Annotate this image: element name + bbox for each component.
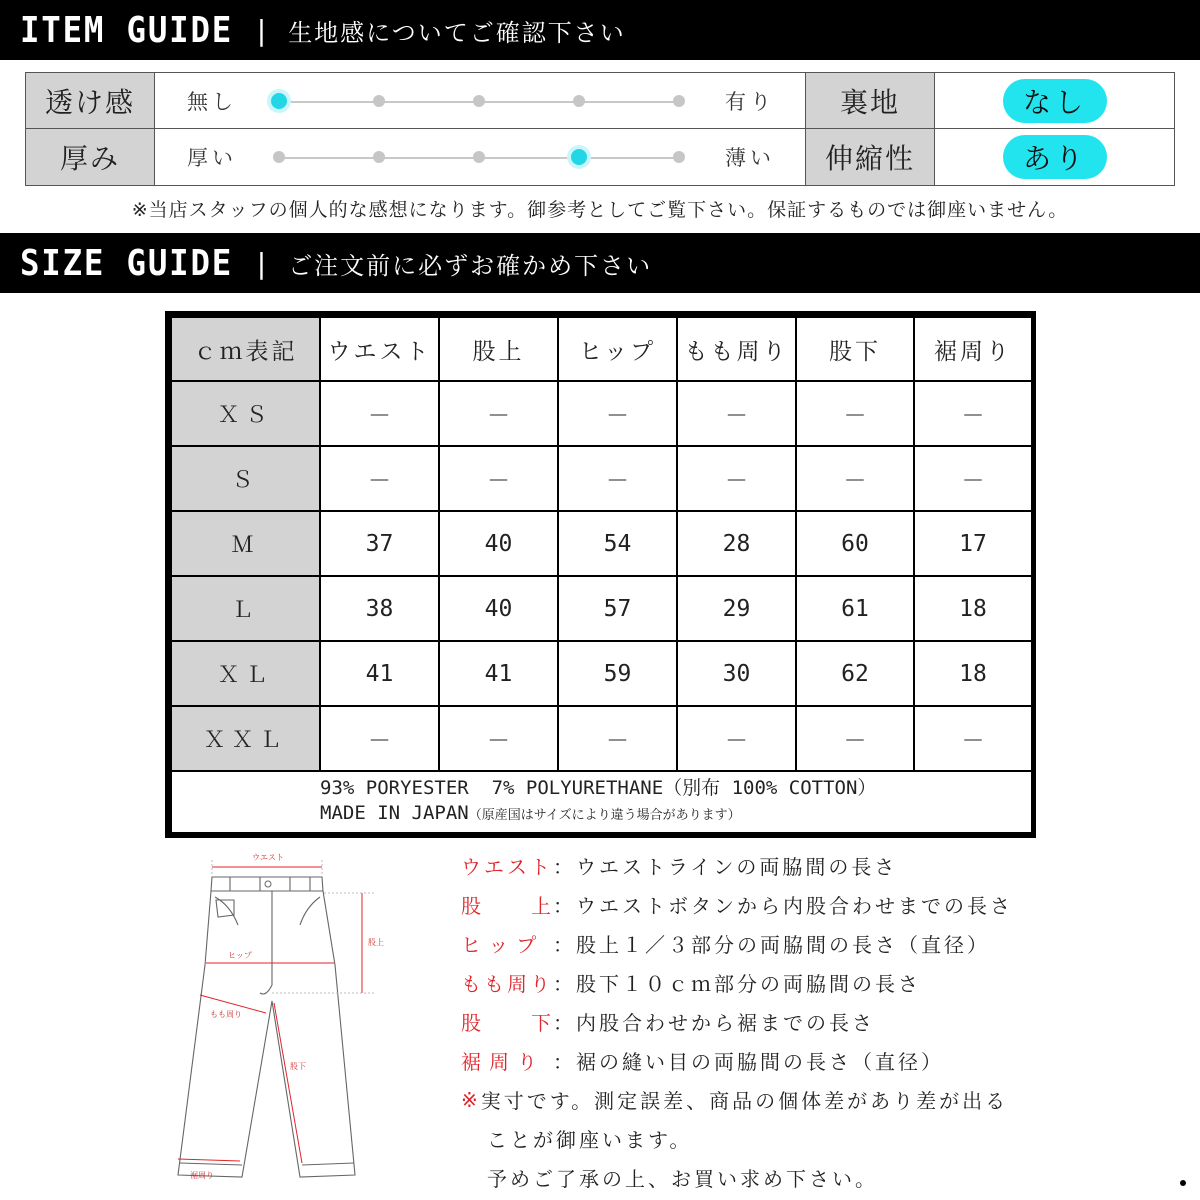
banner-separator: |	[256, 246, 267, 280]
legend-key: もも周り	[461, 972, 553, 996]
legend-key: 裾周り	[461, 1050, 545, 1074]
size-cell: －	[796, 706, 914, 771]
column-header: もも周り	[677, 317, 796, 381]
size-cell: －	[439, 381, 558, 446]
scale-max-label: 有り	[725, 89, 775, 114]
stretch-label: 伸縮性	[806, 129, 935, 185]
warning-mark: ※	[461, 1087, 481, 1112]
legend-item	[461, 924, 1013, 963]
diagram-label-hip: ヒップ	[228, 951, 252, 960]
diagram-label-hem: 裾周り	[190, 1171, 214, 1180]
size-guide-subtitle: ご注文前に必ずお確かめ下さい	[288, 251, 653, 280]
warning-line: ことが御座います。	[487, 1128, 693, 1152]
legend-item	[461, 885, 1013, 924]
size-cell: －	[320, 446, 439, 511]
size-label: Ｍ	[171, 511, 320, 576]
legend-key: ウエスト	[461, 855, 553, 879]
size-label: Ｓ	[171, 446, 320, 511]
legend-item	[461, 1002, 1013, 1041]
pants-measurement-diagram	[160, 845, 400, 1195]
size-row	[171, 511, 1032, 576]
warning-line: 予めご了承の上、お買い求め下さい。	[487, 1167, 878, 1191]
size-row	[171, 446, 1032, 511]
lining-label: 裏地	[806, 73, 935, 128]
scale-dot	[373, 95, 385, 107]
legend-key: ヒップ	[461, 933, 545, 957]
diagram-label-waist: ウエスト	[252, 853, 284, 862]
scale-max-label: 薄い	[725, 146, 775, 170]
size-cell: －	[914, 706, 1032, 771]
size-cell: 40	[439, 511, 558, 576]
size-table-header	[171, 317, 1032, 381]
diagram-label-rise: 股上	[368, 938, 384, 947]
thickness-label: 厚み	[26, 129, 155, 185]
scale-dot	[573, 95, 585, 107]
size-cell: 37	[320, 511, 439, 576]
scale-dot	[373, 151, 385, 163]
size-cell: 62	[796, 641, 914, 706]
staff-opinion-note: ※当店スタッフの個人的な感想になります。御参考としてご覧下さい。保証するものでは御座いません。	[131, 199, 1069, 221]
size-guide-title: SIZE GUIDE	[20, 242, 234, 284]
size-row	[171, 381, 1032, 446]
legend-desc: ：ウエストラインの両脇間の長さ	[553, 855, 898, 879]
item-guide-title: ITEM GUIDE	[20, 9, 234, 51]
sheerness-label: 透け感	[26, 73, 155, 128]
item-guide-subtitle: 生地感についてご確認下さい	[288, 18, 626, 47]
measurement-warning-cont	[461, 1119, 1013, 1158]
legend-desc: ：股上１／３部分の両脇間の長さ（直径）	[553, 933, 990, 957]
scale-dot	[473, 151, 485, 163]
warning-line: 実寸です。測定誤差、商品の個体差があり差が出る	[480, 1089, 1009, 1113]
size-table-frame	[165, 311, 1036, 838]
diagram-label-inseam: 股下	[290, 1062, 306, 1071]
size-cell: －	[796, 446, 914, 511]
size-cell: 29	[677, 576, 796, 641]
thickness-row	[26, 129, 1174, 185]
legend-key: 股 上	[461, 894, 566, 918]
material-origin	[320, 801, 1031, 828]
size-cell: 40	[439, 576, 558, 641]
size-row	[171, 576, 1032, 641]
size-label: ＸＳ	[171, 381, 320, 446]
size-row	[171, 641, 1032, 706]
measurement-legend	[461, 846, 1013, 1197]
legend-key: 股 下	[461, 1011, 566, 1035]
pants-illustration	[160, 845, 400, 1195]
material-row	[171, 771, 1032, 833]
size-label: ＸＸＬ	[171, 706, 320, 771]
size-cell: －	[320, 381, 439, 446]
size-label: ＸＬ	[171, 641, 320, 706]
origin-note: （原産国はサイズにより違う場合があります）	[468, 808, 741, 823]
material-info	[171, 771, 1032, 833]
legend-desc: ：ウエストボタンから内股合わせまでの長さ	[553, 894, 1013, 918]
size-cell: 28	[677, 511, 796, 576]
size-row	[171, 706, 1032, 771]
diagram-label-thigh: もも周り	[210, 1010, 242, 1019]
column-header: ウエスト	[320, 317, 439, 381]
scale-min-label: 無し	[187, 89, 237, 114]
size-cell: 59	[558, 641, 677, 706]
size-cell: －	[677, 446, 796, 511]
size-cell: 57	[558, 576, 677, 641]
column-header: 股上	[439, 317, 558, 381]
scale-dot	[673, 95, 685, 107]
size-cell: 30	[677, 641, 796, 706]
measurement-warning-cont	[461, 1158, 1013, 1197]
scale-min-label: 厚い	[187, 146, 237, 170]
column-header: ヒップ	[558, 317, 677, 381]
size-cell: 18	[914, 576, 1032, 641]
size-cell: －	[796, 381, 914, 446]
banner-separator: |	[256, 13, 267, 47]
size-cell: －	[439, 446, 558, 511]
scale-dot-selected	[571, 149, 587, 165]
size-cell: 54	[558, 511, 677, 576]
thickness-scale	[155, 129, 806, 185]
size-guide-banner	[0, 233, 1200, 293]
size-cell: －	[914, 446, 1032, 511]
stretch-value-cell	[935, 129, 1175, 185]
scale-dot	[473, 95, 485, 107]
legend-desc: ：裾の縫い目の両脇間の長さ（直径）	[553, 1050, 944, 1074]
sheerness-row	[26, 73, 1174, 129]
sheerness-scale	[155, 73, 806, 128]
size-cell: －	[439, 706, 558, 771]
size-cell: －	[677, 706, 796, 771]
legend-desc: ：内股合わせから裾までの長さ	[553, 1011, 875, 1035]
size-cell: 41	[320, 641, 439, 706]
size-cell: 41	[439, 641, 558, 706]
item-guide-banner	[0, 0, 1200, 60]
size-cell: 60	[796, 511, 914, 576]
fabric-feel-table	[25, 72, 1175, 186]
origin-country: MADE IN JAPAN	[320, 802, 469, 824]
column-header: 裾周り	[914, 317, 1032, 381]
size-cell: －	[558, 706, 677, 771]
size-cell: －	[914, 381, 1032, 446]
column-header: 股下	[796, 317, 914, 381]
size-cell: －	[677, 381, 796, 446]
stretch-value-badge: あり	[1003, 135, 1107, 179]
size-cell: 61	[796, 576, 914, 641]
size-cell: －	[558, 381, 677, 446]
lining-value-cell	[935, 73, 1175, 128]
size-cell: 17	[914, 511, 1032, 576]
legend-item	[461, 846, 1013, 885]
scale-dot	[673, 151, 685, 163]
column-header: ｃｍ表記	[171, 317, 320, 381]
size-cell: 18	[914, 641, 1032, 706]
scale-dot-selected	[271, 93, 287, 109]
measurement-warning	[461, 1080, 1013, 1119]
legend-item	[461, 963, 1013, 1002]
bullet-dot	[1180, 1180, 1186, 1186]
scale-dot	[273, 151, 285, 163]
legend-item	[461, 1041, 1013, 1080]
size-label: Ｌ	[171, 576, 320, 641]
size-cell: 38	[320, 576, 439, 641]
legend-desc: ：股下１０ｃｍ部分の両脇間の長さ	[553, 972, 921, 996]
lining-value-badge: なし	[1003, 79, 1107, 123]
size-table	[170, 316, 1033, 834]
size-cell: －	[320, 706, 439, 771]
material-composition: 93% PORYESTER 7% POLYURETHANE（別布 100% COTTON）	[320, 777, 877, 799]
size-cell: －	[558, 446, 677, 511]
